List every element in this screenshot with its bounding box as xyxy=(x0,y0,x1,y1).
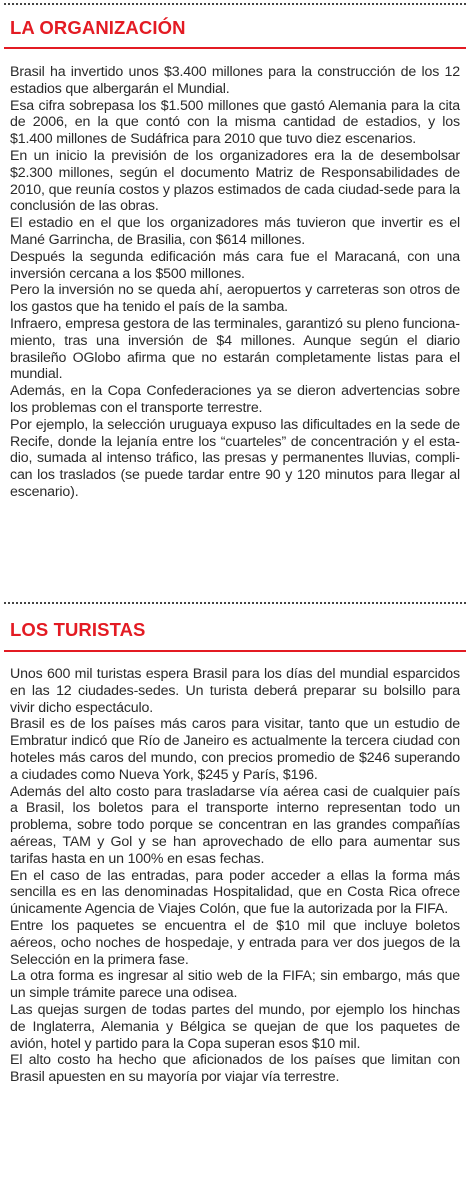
paragraph: En un inicio la previsión de los organizadores era la de desembolsar $2.300 millones, según el documento Matriz de Responsabilidades de 2010, que reunía costos y plazos estimados de cada ciudad-sede para la conclusión de las obras. xyxy=(10,147,460,215)
section-heading-rule xyxy=(4,650,466,652)
paragraph: Entre los paquetes se encuentra el de $10 mil que incluye boletos aéreos, ocho noches de hospedaje, y entrada para ver dos juegos de la Selección en la primera fase. xyxy=(10,917,460,968)
section-top-divider xyxy=(4,602,466,604)
paragraph: Después la segunda edificación más cara fue el Maracaná, con una inversión cercana a los $500 millones. xyxy=(10,248,460,282)
section-top-divider xyxy=(4,3,466,5)
paragraph: Las quejas surgen de todas partes del mundo, por ejemplo los hinchas de Inglaterra, Alemania y Bélgica se quejan de que los paquetes de avión, hotel y partido para la Copa superan esos $10 mil. xyxy=(10,1001,460,1052)
section-heading-rule xyxy=(4,47,466,49)
paragraph: La otra forma es ingresar al sitio web de la FIFA; sin embargo, más que un simple trámite parece una odisea. xyxy=(10,968,460,1002)
paragraph: El estadio en el que los organizadores más tuvieron que invertir es el Mané Garrincha, de Brasilia, con $614 millones. xyxy=(10,215,460,248)
section-body-organizacion xyxy=(10,64,460,501)
paragraph: Además, en la Copa Confederaciones ya se dieron advertencias sobre los problemas con el transporte terrestre. xyxy=(10,383,460,416)
paragraph: Brasil ha invertido unos $3.400 millones para la construcción de los 12 estadios que albergarán el Mundial. xyxy=(10,64,460,97)
paragraph: Pero la inversión no se queda ahí, aeropuertos y carreteras son otros de los gastos que ha tenido el país de la samba. xyxy=(10,282,460,316)
paragraph: El alto costo ha hecho que aficionados de los países que limitan con Brasil apuesten en su mayoría por viajar vía terrestre. xyxy=(10,1052,460,1086)
paragraph: En el caso de las entradas, para poder acceder a ellas la forma más sencilla es en las denominadas Hospitalidad, que en Costa Rica ofrece únicamente Agencia de Viajes Colón, que fue la autorizada por la FIFA. xyxy=(10,867,460,918)
paragraph: Además del alto costo para trasladarse vía aérea casi de cualquier país a Brasil, los boletos para el transporte interno representan todo un problema, sobre todo porque se concentran en las grandes compañías aéreas, TAM y Gol y se han aprovechado de ello para aumentar sus tarifas hasta en un 100% en esas fechas. xyxy=(10,783,460,867)
paragraph: Por ejemplo, la selección uruguaya expuso las dificultades en la sede de Recife, donde la lejanía entre los “cuarteles” de concentración y el estadio, sumada al intenso tráfico, las presas y permanentes lluvias, complican los traslados (se puede tardar entre 90 y 120 minutos para llegar al escenario). xyxy=(10,416,460,500)
paragraph: Brasil es de los países más caros para visitar, tanto que un estudio de Embratur indicó que Río de Janeiro es actualmente la tercera ciudad con hoteles más caros del mundo, con precios promedio de $246 superando a ciudades como Nueva York, $245 y París, $196. xyxy=(10,716,460,783)
paragraph: Unos 600 mil turistas espera Brasil para los días del mundial esparcidos en las 12 ciudades-sedes. Un turista deberá preparar su bolsillo para vivir dicho espectáculo. xyxy=(10,666,460,716)
section-heading-turistas: LOS TURISTAS xyxy=(10,619,146,640)
paragraph: Esa cifra sobrepasa los $1.500 millones que gastó Alemania para la cita de 2006, en la que contó con la misma cantidad de estadios, y los $1.400 millones de Sudáfrica para 2010 que tuvo diez escenarios. xyxy=(10,97,460,148)
paragraph: Infraero, empresa gestora de las terminales, garantizó su pleno funcionamiento, tras una inversión de $4 millones. Aunque según el diario brasileño OGlobo afirma que no estarán completamente listas para el mundial. xyxy=(10,315,460,383)
section-heading-organizacion: LA ORGANIZACIÓN xyxy=(10,17,186,38)
section-body-turistas xyxy=(10,666,460,1086)
